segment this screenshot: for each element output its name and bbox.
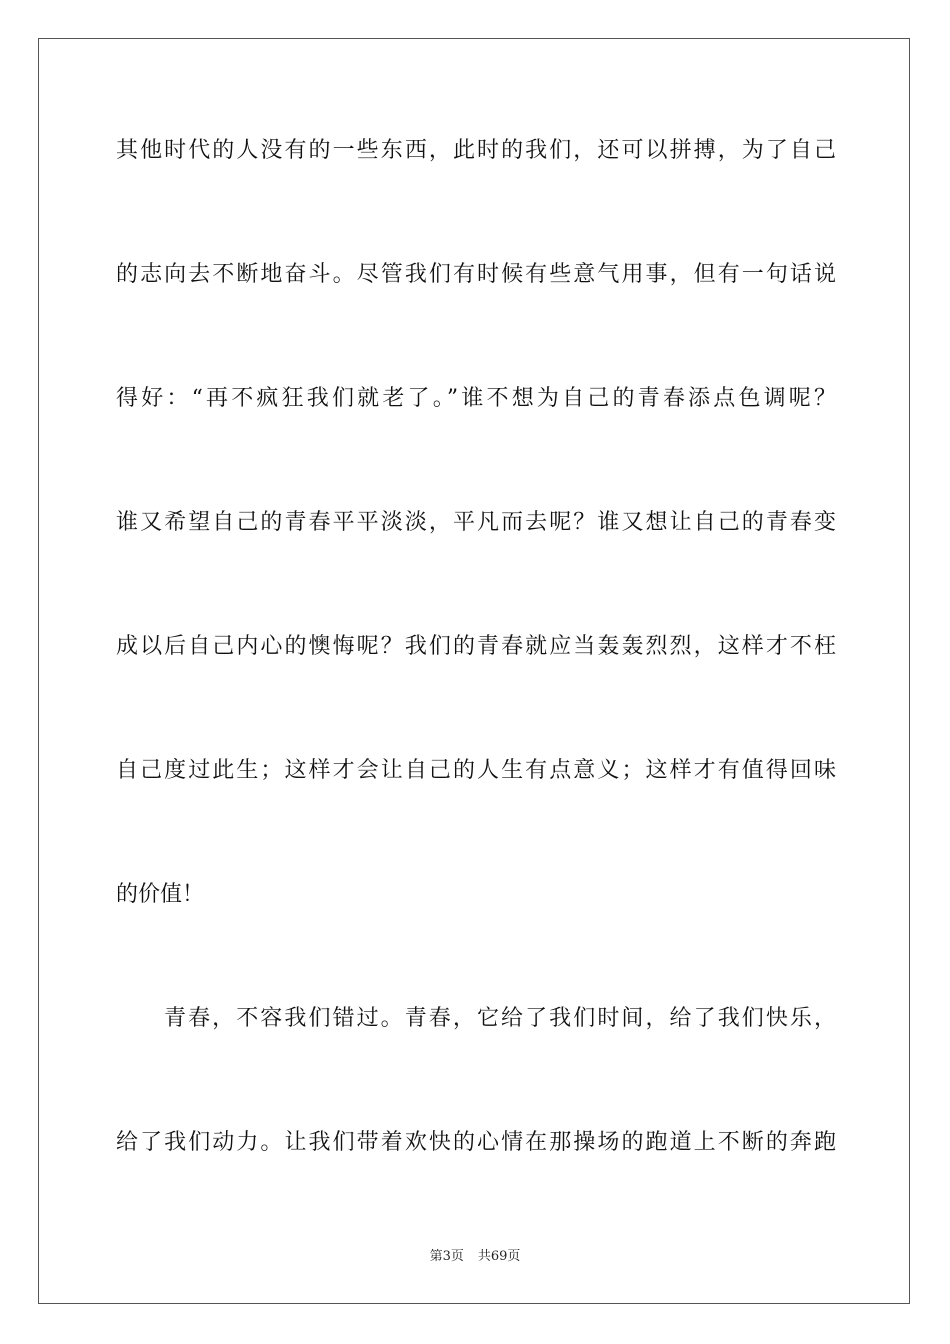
text-line: 自己度过此生；这样才会让自己的人生有点意义；这样才有值得回味	[116, 758, 836, 783]
text-line: 其他时代的人没有的一些东西，此时的我们，还可以拼搏，为了自己	[116, 138, 836, 163]
text-line: 谁又希望自己的青春平平淡淡，平凡而去呢？谁又想让自己的青春变	[116, 510, 836, 535]
text-line: 青春，不容我们错过。青春，它给了我们时间，给了我们快乐，	[164, 1006, 836, 1031]
document-body	[116, 127, 836, 1243]
total-pages: 共69页	[477, 1249, 521, 1264]
text-line: 的价值！	[116, 882, 205, 907]
page-number: 第3页	[429, 1249, 464, 1264]
text-line: 的志向去不断地奋斗。尽管我们有时候有些意气用事，但有一句话说	[116, 262, 836, 287]
text-line: 得好：“再不疯狂我们就老了。”谁不想为自己的青春添点色调呢？	[116, 386, 836, 411]
text-line: 成以后自己内心的懊悔呢？我们的青春就应当轰轰烈烈，这样才不枉	[116, 634, 836, 659]
page-footer	[0, 1245, 950, 1264]
text-line: 给了我们动力。让我们带着欢快的心情在那操场的跑道上不断的奔跑	[116, 1130, 836, 1155]
